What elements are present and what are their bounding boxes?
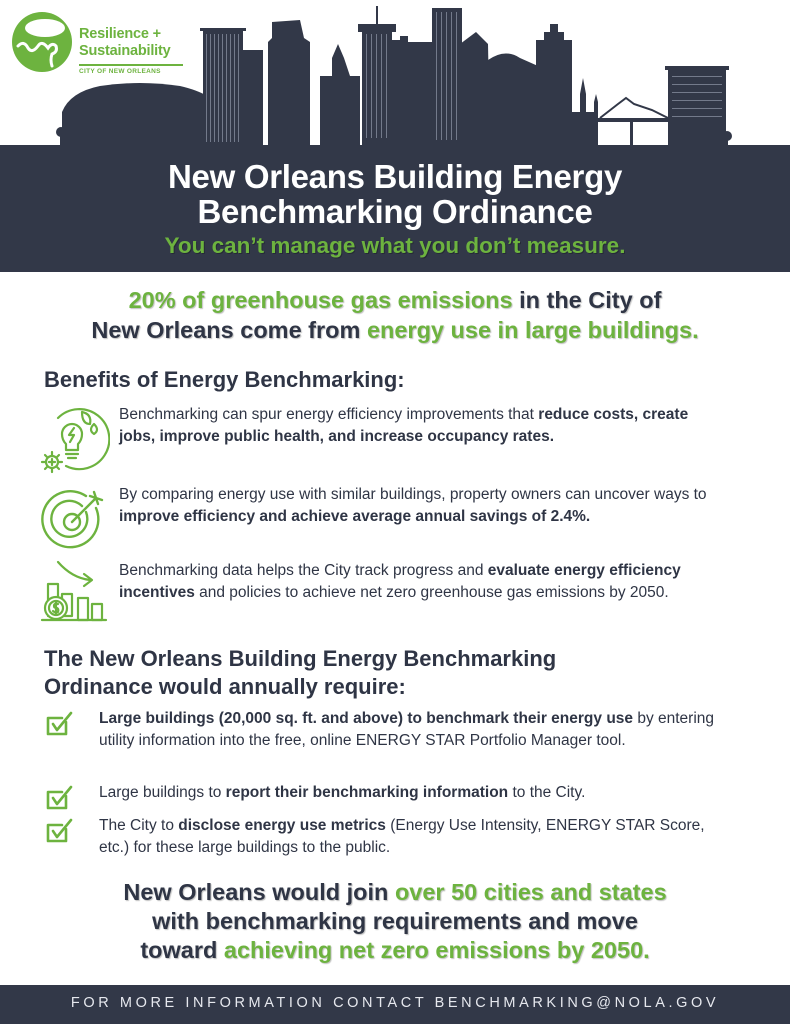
page-title-line1: New Orleans Building Energy (168, 158, 622, 195)
requirement-text (99, 782, 729, 804)
requirements-heading (44, 645, 556, 701)
requirement-text-regular: The City to (99, 817, 179, 834)
tagline: You can’t manage what you don’t measure. (164, 233, 626, 258)
footer-contact-bar (0, 985, 790, 1024)
checkbox-checked-icon (44, 710, 76, 738)
closing-text-2: with benchmarking requirements and move (152, 908, 638, 934)
stat-highlight-2: energy use in large buildings. (366, 317, 699, 343)
page-title-line2: Benchmarking Ordinance (197, 193, 593, 230)
target-arrow-icon (36, 484, 110, 558)
stat-text-2: New Orleans come from (91, 317, 367, 343)
title-banner (0, 145, 790, 272)
benefit-text-regular: Benchmarking data helps the City track progress and (119, 562, 488, 579)
closing-text-3: toward (140, 937, 224, 963)
benefit-text-regular: Benchmarking can spur energy efficiency improvements that (119, 406, 539, 423)
logo-line1: Resilience + (79, 26, 161, 42)
requirements-heading-line2: Ordinance would annually require: (44, 674, 406, 699)
requirement-text-regular: (Energy Use Intensity, ENERGY STAR Score, etc.) for these large buildings to the public. (99, 817, 705, 856)
closing-statement (0, 878, 790, 965)
requirement-text-regular: by entering utility information into the free, online ENERGY STAR Portfolio Manager tool. (99, 710, 715, 749)
logo-divider (79, 64, 183, 66)
requirement-text (99, 708, 729, 751)
requirement-text-bold: Large buildings (20,000 sq. ft. and above) to benchmark their energy use (99, 710, 634, 727)
closing-highlight-2: achieving net zero emissions by 2050. (223, 937, 650, 963)
requirement-text-bold: report their benchmarking information (225, 784, 509, 801)
stat-highlight-1: 20% of greenhouse gas emissions (128, 287, 513, 313)
benefit-text-bold: improve efficiency and achieve average annual savings of 2.4%. (119, 507, 591, 525)
declining-cost-chart-icon (36, 560, 110, 634)
requirement-text-regular: Large buildings to (99, 784, 226, 801)
benefit-text-bold: evaluate energy efficiency incentives (119, 562, 681, 601)
logo-city-label: CITY OF NEW ORLEANS (79, 68, 161, 75)
requirements-heading-line1: The New Orleans Building Energy Benchmarking (44, 646, 557, 671)
requirement-text (99, 815, 729, 858)
river-map-logo-icon (12, 12, 72, 72)
header (0, 0, 790, 272)
resilience-sustainability-logo (12, 12, 182, 74)
requirement-text-bold: disclose energy use metrics (178, 817, 386, 834)
benefit-text-regular: and policies to achieve net zero greenhouse gas emissions by 2050. (194, 583, 669, 601)
contact-email-text[interactable]: FOR MORE INFORMATION CONTACT BENCHMARKING@NOLA.GOV (70, 995, 720, 1011)
checkbox-checked-icon (44, 784, 76, 812)
benefits-heading: Benefits of Energy Benchmarking: (44, 367, 405, 392)
benefit-text-bold: reduce costs, create jobs, improve public health, and increase occupancy rates. (119, 406, 689, 445)
benefit-text (119, 560, 719, 603)
requirement-text-regular: to the City. (508, 784, 586, 801)
benefit-text (119, 404, 719, 447)
checkbox-checked-icon (44, 817, 76, 845)
benefit-text (119, 484, 719, 527)
logo-line2: Sustainability (79, 43, 171, 59)
lightbulb-gear-leaf-icon (36, 404, 110, 478)
stat-text-1: in the City of (512, 287, 662, 313)
closing-highlight-1: over 50 cities and states (394, 879, 667, 905)
emissions-stat (0, 285, 790, 345)
closing-text-1: New Orleans would join (123, 879, 395, 905)
benefit-text-regular: By comparing energy use with similar buildings, property owners can uncover ways to (119, 486, 707, 503)
